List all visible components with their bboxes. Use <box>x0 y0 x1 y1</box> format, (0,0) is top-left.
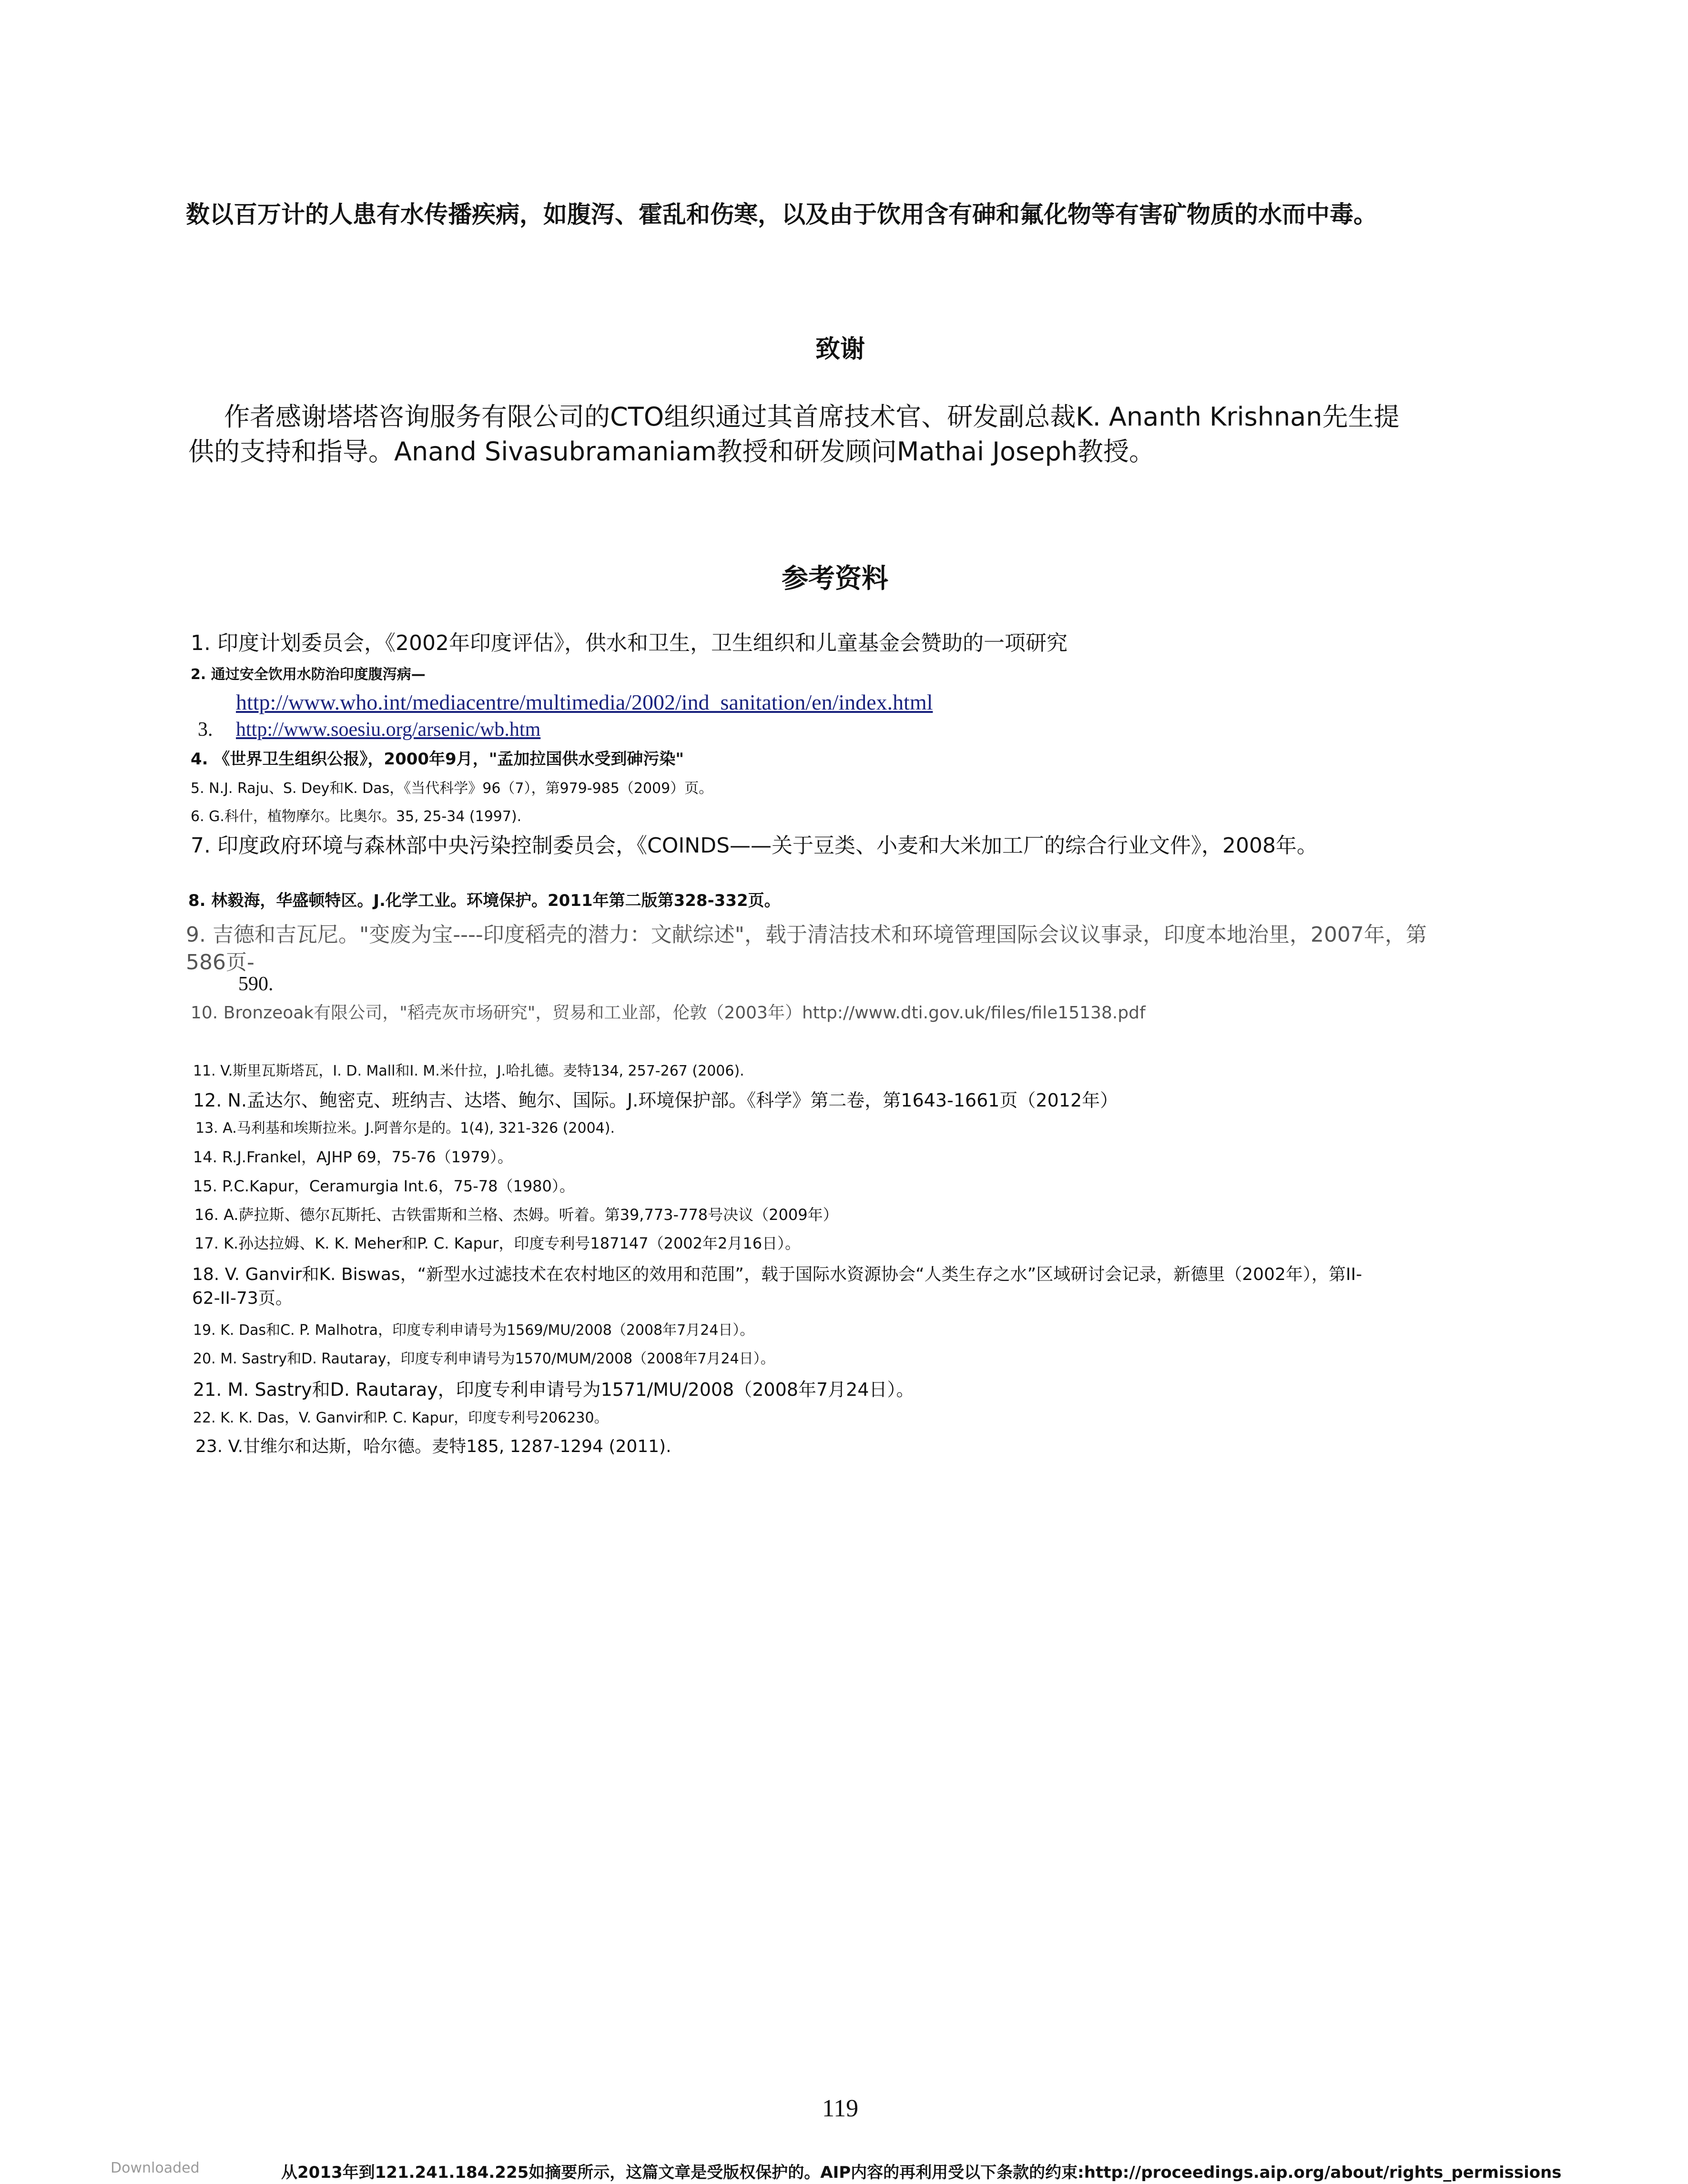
reference-item: 2. 通过安全饮用水防治印度腹泻病— <box>191 666 426 683</box>
reference-item: 1. 印度计划委员会，《2002年印度评估》，供水和卫生，卫生组织和儿童基金会赞助的一项研究 <box>191 631 1068 655</box>
footer-copyright: 从2013年到121.241.184.225如摘要所示，这篇文章是受版权保护的。AIP内容的再利用受以下条款的约束:http://proceedings.aip.org/about/rights_permissions <box>281 2163 1562 2182</box>
intro-paragraph: 数以百万计的人患有水传播疾病，如腹泻、霍乱和伤寒，以及由于饮用含有砷和氟化物等有害矿物质的水而中毒。 <box>186 201 1377 228</box>
reference-item: 23. V.甘维尔和达斯，哈尔德。麦特185, 1287-1294 (2011). <box>195 1437 671 1456</box>
reference-item: 6. G.科什，植物摩尔。比奥尔。35, 25-34 (1997). <box>191 808 522 825</box>
reference-item: 10. Bronzeoak有限公司，"稻壳灰市场研究"，贸易和工业部，伦敦（2003年）http://www.dti.gov.uk/files/file15138.pdf <box>191 1003 1146 1023</box>
reference-item: 17. K.孙达拉姆、K. K. Meher和P. C. Kapur，印度专利号187147（2002年2月16日）。 <box>194 1234 801 1252</box>
reference-item: 22. K. K. Das，V. Ganvir和P. C. Kapur，印度专利号206230。 <box>193 1410 609 1426</box>
reference-item: 16. A.萨拉斯、德尔瓦斯托、古铁雷斯和兰格、杰姆。听着。第39,773-778号决议（2009年） <box>194 1206 838 1224</box>
reference-item: 590. <box>238 973 274 995</box>
acknowledgements-heading: 致谢 <box>815 335 865 364</box>
reference-item: 5. N.J. Raju、S. Dey和K. Das，《当代科学》96（7），第979-985（2009）页。 <box>191 780 713 797</box>
references-heading: 参考资料 <box>782 563 888 594</box>
reference-link[interactable]: http://www.who.int/mediacentre/multimedia/2002/ind_sanitation/en/index.html <box>236 690 933 714</box>
reference-number: 3. <box>198 719 213 741</box>
reference-link[interactable]: http://www.soesiu.org/arsenic/wb.htm <box>236 719 541 741</box>
reference-item: 15. P.C.Kapur，Ceramurgia Int.6，75-78（1980）。 <box>193 1177 575 1195</box>
reference-item: 11. V.斯里瓦斯塔瓦，I. D. Mall和I. M.米什拉，J.哈扎德。麦特134, 257-267 (2006). <box>193 1063 744 1079</box>
reference-item: 4. 《世界卫生组织公报》，2000年9月，"孟加拉国供水受到砷污染" <box>191 750 684 769</box>
reference-item: 20. M. Sastry和D. Rautaray，印度专利申请号为1570/MUM/2008（2008年7月24日）。 <box>193 1351 775 1367</box>
reference-item: 21. M. Sastry和D. Rautaray，印度专利申请号为1571/MU/2008（2008年7月24日）。 <box>193 1379 915 1400</box>
acknowledgements-line: 作者感谢塔塔咨询服务有限公司的CTO组织通过其首席技术官、研发副总裁K. Ananth Krishnan先生提 <box>224 402 1400 432</box>
reference-item: 12. N.孟达尔、鲍密克、班纳吉、达塔、鲍尔、国际。J.环境保护部。《科学》第二卷，第1643-1661页（2012年） <box>193 1090 1119 1111</box>
reference-item: 8. 林毅海，华盛顿特区。J.化学工业。环境保护。2011年第二版第328-332页。 <box>188 891 781 910</box>
footer-logo: Downloaded <box>111 2160 200 2176</box>
reference-item: 7. 印度政府环境与森林部中央污染控制委员会，《COINDS——关于豆类、小麦和大米加工厂的综合行业文件》，2008年。 <box>191 833 1318 858</box>
reference-item: 14. R.J.Frankel，AJHP 69，75-76（1979）。 <box>193 1148 513 1166</box>
reference-item: 18. V. Ganvir和K. Biswas，“新型水过滤技术在农村地区的效用和范围”，载于国际水资源协会“人类生存之水”区域研讨会记录，新德里（2002年），第II- <box>192 1265 1363 1284</box>
page-number: 119 <box>822 2095 859 2122</box>
reference-item: 9. 吉德和吉瓦尼。"变废为宝----印度稻壳的潜力：文献综述"，载于清洁技术和环境管理国际会议议事录，印度本地治里，2007年，第 <box>186 923 1427 947</box>
acknowledgements-line: 供的支持和指导。Anand Sivasubramaniam教授和研发顾问Mathai Joseph教授。 <box>188 437 1155 467</box>
reference-item: 19. K. Das和C. P. Malhotra，印度专利申请号为1569/MU/2008（2008年7月24日）。 <box>193 1322 754 1339</box>
reference-item: 586页- <box>186 950 254 975</box>
reference-item: 62-II-73页。 <box>192 1289 293 1308</box>
reference-item: 13. A.马利基和埃斯拉米。J.阿普尔是的。1(4), 321-326 (2004). <box>195 1120 615 1137</box>
